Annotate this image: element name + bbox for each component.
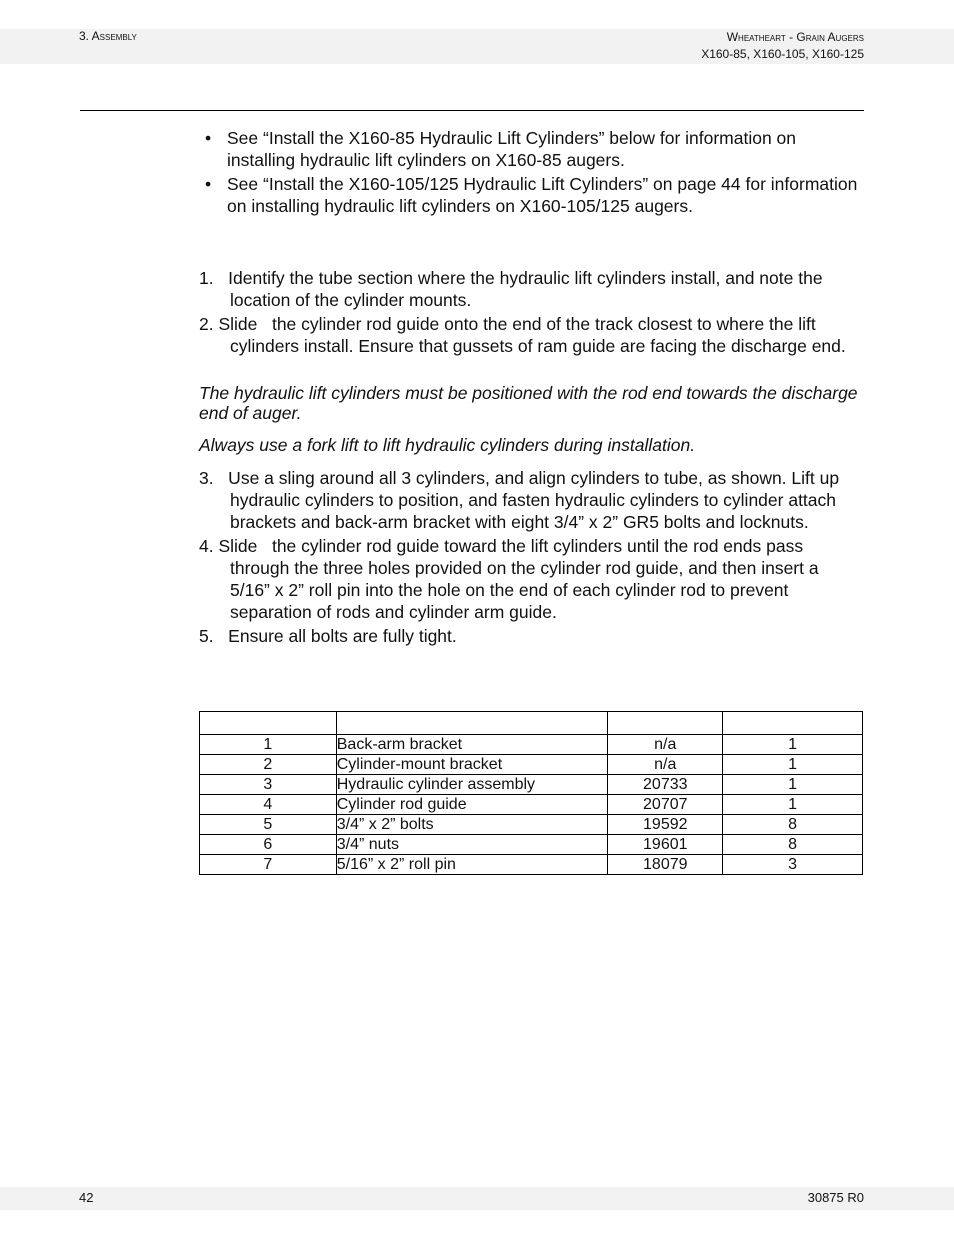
- part-number: 18079: [608, 855, 723, 875]
- doc-title: Wheatheart - Grain Augers: [726, 30, 864, 44]
- header-rule: [80, 110, 864, 111]
- part-number: 20707: [608, 795, 723, 815]
- item-number: 5: [200, 815, 337, 835]
- quantity: 8: [723, 815, 863, 835]
- bullet-text: See “Install the X160-105/125 Hydraulic Lift Cylinders” on page 44 for information on installing hydraulic lift cylinders on X160-105/125 augers.: [227, 174, 858, 216]
- quantity: 8: [723, 835, 863, 855]
- item-number: 1: [200, 735, 337, 755]
- table-header-row: [200, 712, 863, 735]
- item-description: Hydraulic cylinder assembly: [336, 775, 608, 795]
- document-id: 30875 R0: [807, 1190, 864, 1205]
- item-number: 2: [200, 755, 337, 775]
- steps-list-a: [199, 267, 863, 359]
- item-number: 3: [200, 775, 337, 795]
- step-item: 1. Identify the tube section where the hydraulic lift cylinders install, and note the location of the cylinder mounts.: [199, 268, 823, 310]
- part-number: n/a: [608, 735, 723, 755]
- header-cell: [200, 712, 337, 735]
- page-number: 42: [79, 1190, 94, 1205]
- part-number: 20733: [608, 775, 723, 795]
- reference-list: [200, 127, 864, 219]
- italic-note: The hydraulic lift cylinders must be positioned with the rod end towards the discharge end of auger.: [199, 383, 858, 423]
- model-list: X160-85, X160-105, X160-125: [701, 47, 864, 61]
- step-item: 4. Slide the cylinder rod guide toward the lift cylinders until the rod ends pass through the three holes provided on the cylinder rod guide, and then insert a 5/16” x 2” roll pin into the hole on the end of each cylinder rod to prevent separation of rods and cylinder arm guide.: [199, 536, 819, 622]
- item-description: 3/4” x 2” bolts: [336, 815, 608, 835]
- bullet-marker: •: [205, 174, 212, 194]
- quantity: 1: [723, 755, 863, 775]
- part-number: 19592: [608, 815, 723, 835]
- bullet-marker: •: [205, 128, 212, 148]
- bullet-item: [200, 127, 864, 171]
- item-number: 7: [200, 855, 337, 875]
- step-item: 2. Slide the cylinder rod guide onto the end of the track closest to where the lift cylinders install. Ensure that gussets of ram guide are facing the discharge end.: [199, 314, 846, 356]
- item-description: 5/16” x 2” roll pin: [336, 855, 608, 875]
- parts-table: [199, 711, 863, 875]
- table-row: [200, 755, 863, 775]
- bullet-item: [200, 173, 864, 217]
- table-row: [200, 735, 863, 755]
- item-number: 4: [200, 795, 337, 815]
- quantity: 1: [723, 795, 863, 815]
- item-description: Cylinder-mount bracket: [336, 755, 608, 775]
- bullet-text: See “Install the X160-85 Hydraulic Lift Cylinders” below for information on installing hydraulic lift cylinders on X160-85 augers.: [227, 128, 797, 170]
- italic-note: Always use a fork lift to lift hydraulic cylinders during installation.: [199, 435, 696, 455]
- table-row: [200, 855, 863, 875]
- header-right: [701, 29, 864, 63]
- header-cell: [608, 712, 723, 735]
- item-description: Back-arm bracket: [336, 735, 608, 755]
- part-number: n/a: [608, 755, 723, 775]
- table-row: [200, 795, 863, 815]
- step-item: 5. Ensure all bolts are fully tight.: [199, 626, 457, 646]
- section-label: 3. Assembly: [79, 29, 137, 43]
- step-item: 3. Use a sling around all 3 cylinders, and align cylinders to tube, as shown. Lift up hydraulic cylinders to position, and fasten hydraulic cylinders to cylinder attach brackets and back-arm bracket with eight 3/4” x 2” GR5 bolts and locknuts.: [199, 468, 840, 532]
- item-description: 3/4” nuts: [336, 835, 608, 855]
- steps-list-b: [199, 467, 863, 649]
- item-number: 6: [200, 835, 337, 855]
- quantity: 1: [723, 735, 863, 755]
- part-number: 19601: [608, 835, 723, 855]
- item-description: Cylinder rod guide: [336, 795, 608, 815]
- header-cell: [723, 712, 863, 735]
- quantity: 3: [723, 855, 863, 875]
- table-row: [200, 815, 863, 835]
- table-row: [200, 775, 863, 795]
- table-row: [200, 835, 863, 855]
- quantity: 1: [723, 775, 863, 795]
- header-cell: [336, 712, 608, 735]
